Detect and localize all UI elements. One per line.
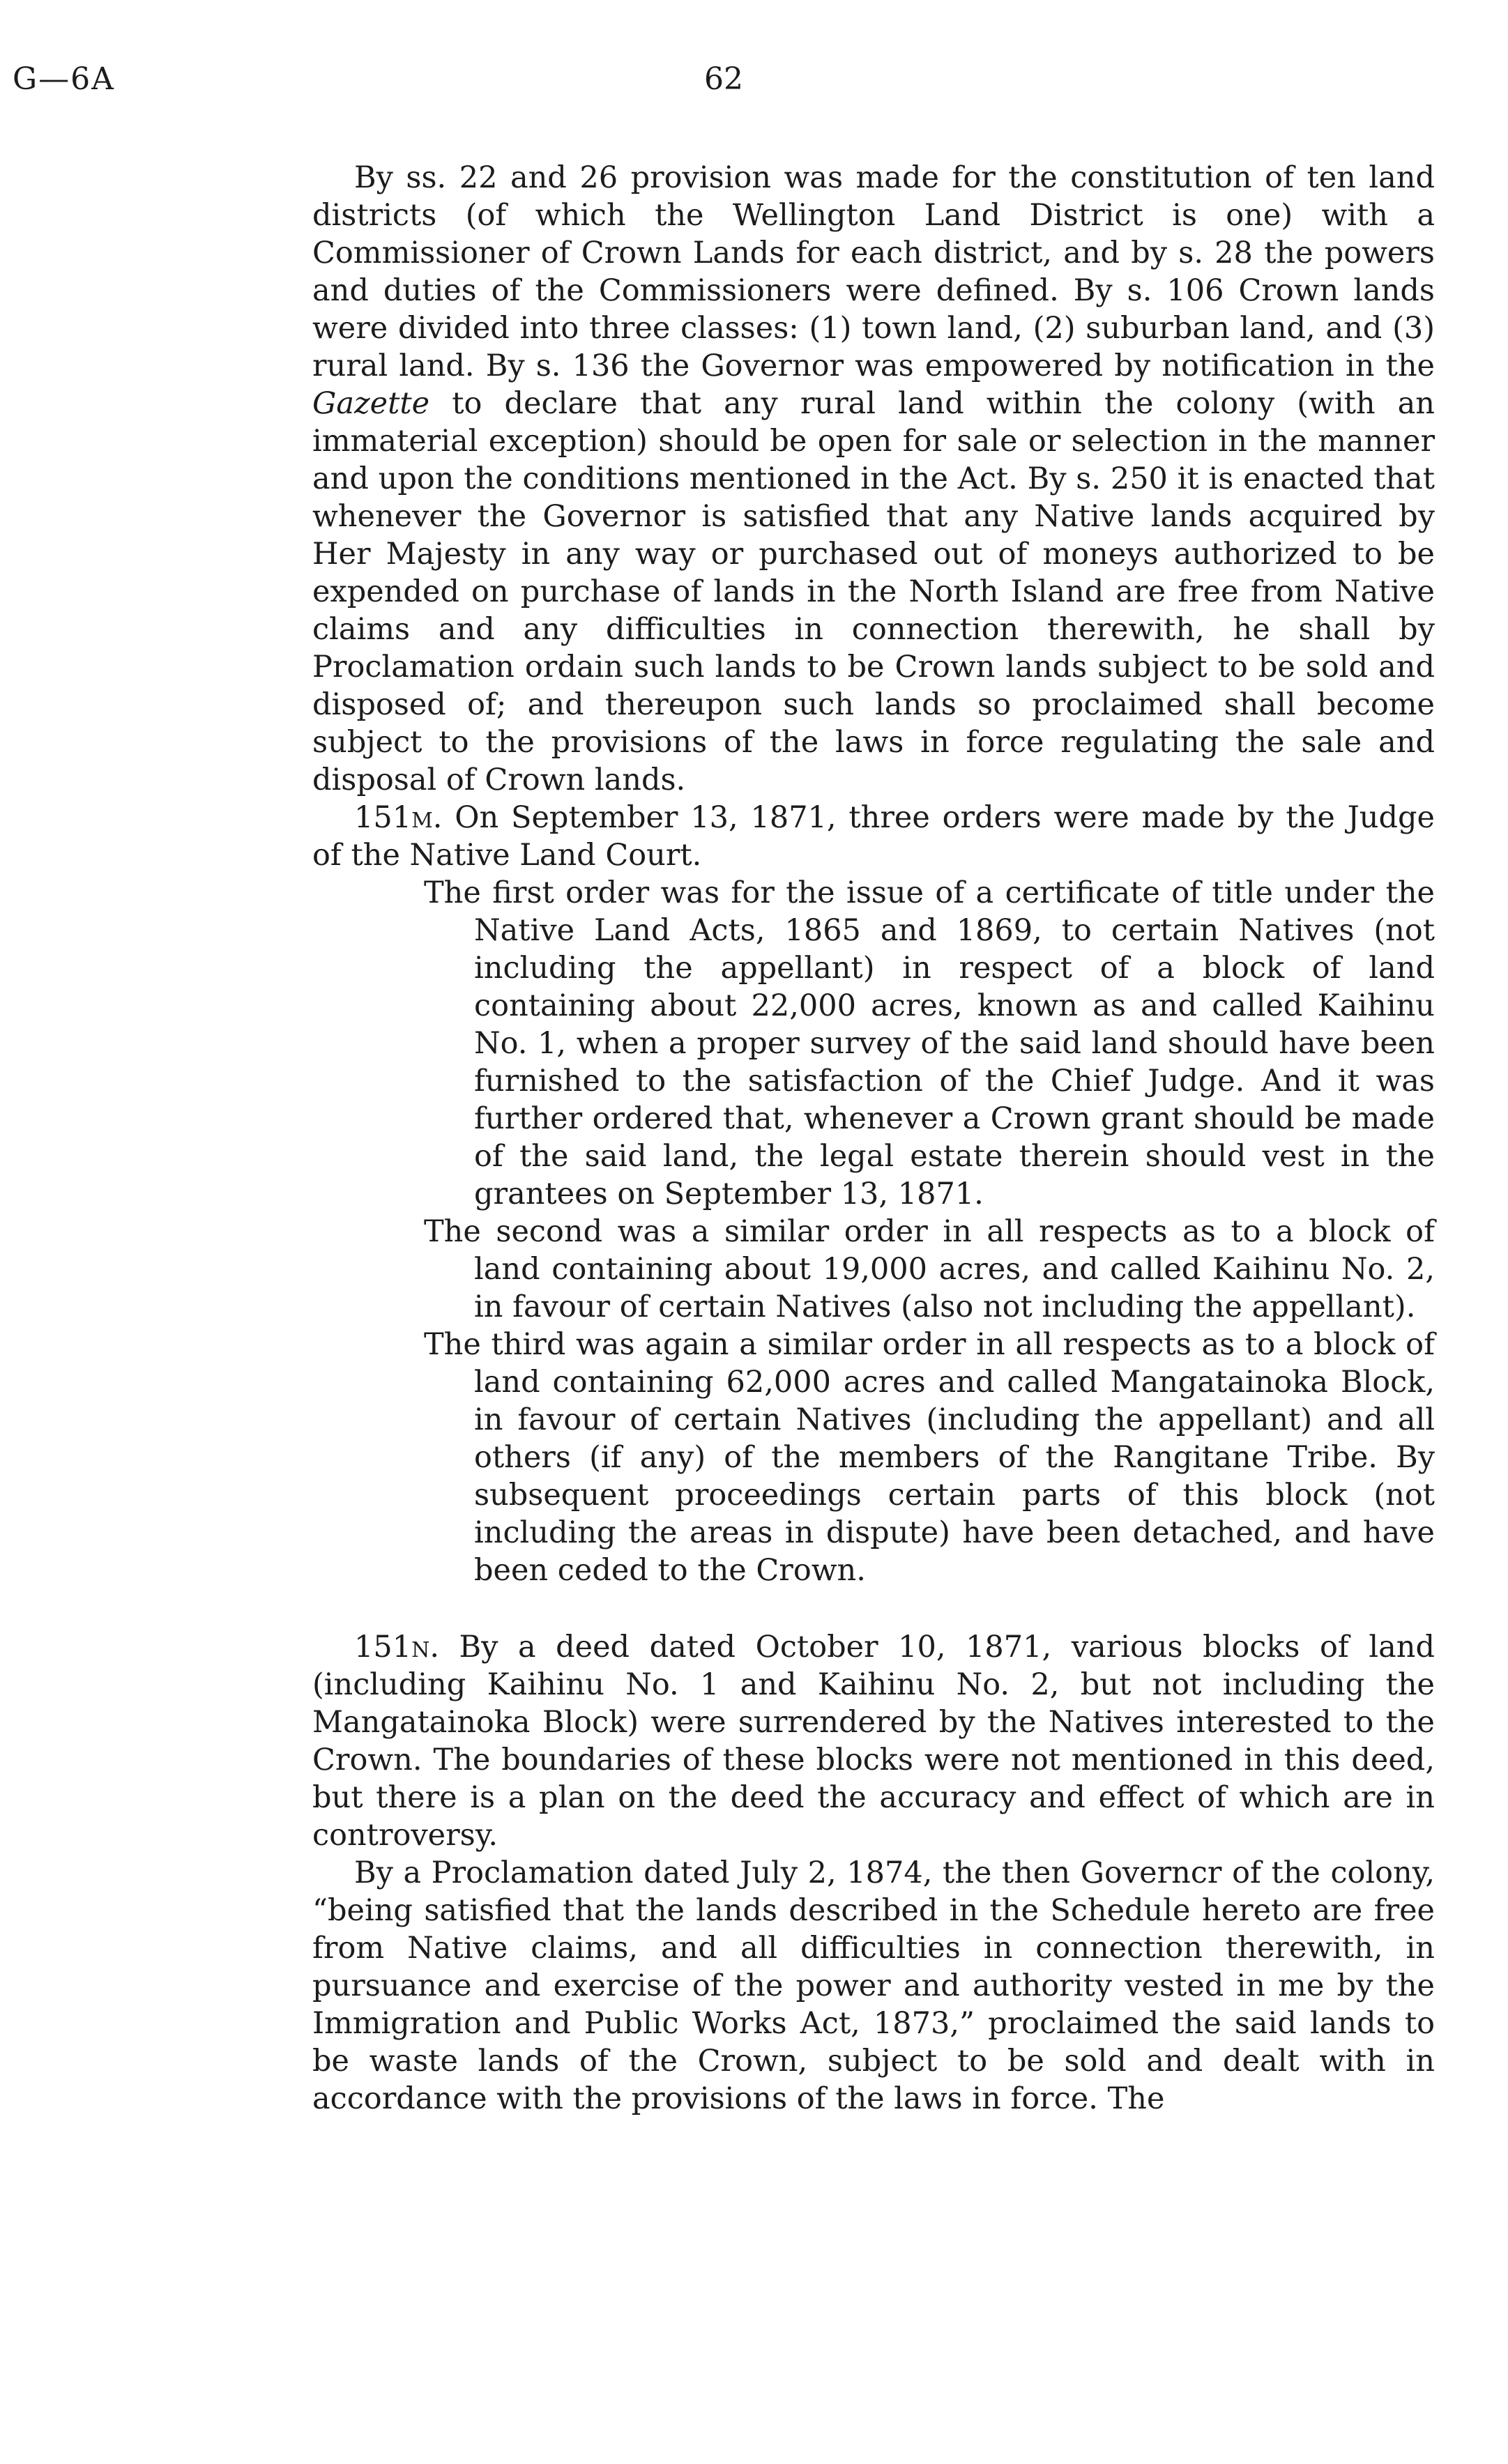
order-item-third: The third was again a similar order in all respects as to a block of land containing 62,000 acres and called Mangatainoka Block, in favour of certain Natives (including the appellant) and all others (if any) of the members of the Rangitane Tribe. By subsequent proceedings certain parts of this block (not including the areas in dispute) have been detached, and have been ceded to the Crown. xyxy=(424,1327,1435,1588)
paragraph-label: 151n. xyxy=(354,1630,439,1665)
paragraph-text: By a deed dated October 10, 1871, various blocks of land (including Kaihinu No. 1 and Kaihinu No. 2, but not including the Mangatainoka Block) were surrendered by the Natives interested to the Crown. The boundaries of these blocks were not mentioned in this deed, but there is a plan on the deed the accuracy and effect of which are in controversy. xyxy=(312,1630,1435,1853)
paragraph-label: 151m. xyxy=(354,800,443,835)
body-text xyxy=(312,159,1435,2118)
gazette-italic: Gazette xyxy=(312,386,430,421)
order-item-second: The second was a similar order in all respects as to a block of land containing about 19,000 acres, and called Kaihinu No. 2, in favour of certain Natives (also not including the appellant). xyxy=(424,1214,1435,1324)
document-code: G—6A xyxy=(13,61,115,97)
orders-list xyxy=(312,874,1435,1589)
intro-paragraph: By ss. 22 and 26 provision was made for the constitution of ten land districts (of which the Wellington Land District is one) with a Commissioner of Crown Lands for each district, and by s. 28 the powers and duties of the Commissioners were defined. By s. 106 Crown lands were divided into three classes: (1) town land, (2) suburban land, and (3) rural land. By s. 136 the Governor was empowered by notification in the Gazette to declare that any rural land within the colony (with an immaterial exception) should be open for sale or selection in the manner and upon the conditions mentioned in the Act. By s. 250 it is enacted that whenever the Governor is satisfied that any Native lands acquired by Her Majesty in any way or purchased out of moneys authorized to be expended on purchase of lands in the North Island are free from Native claims and any difficulties in connection therewith, he shall by Proclamation ordain such lands to be Crown lands subject to be sold and disposed of; and thereupon such lands so proclaimed shall become subject to the provisions of the laws in force regulating the sale and disposal of Crown lands. xyxy=(312,160,1435,797)
final-paragraph: By a Proclamation dated July 2, 1874, the then Governcr of the colony, “being satisfied that the lands described in the Schedule hereto are free from Native claims, and all difficulties in connection therewith, in pursuance and exercise of the power and authority vested in me by the Immigration and Public Works Act, 1873,” proclaimed the said lands to be waste lands of the Crown, subject to be sold and dealt with in accordance with the provisions of the laws in force. The xyxy=(312,1855,1435,2116)
spacer xyxy=(312,1589,1435,1628)
paragraph-text: On September 13, 1871, three orders were made by the Judge of the Native Land Court. xyxy=(312,800,1435,873)
page-number: 62 xyxy=(704,61,743,97)
paragraph-151m xyxy=(312,799,1435,874)
order-item-first: The first order was for the issue of a certificate of title under the Native Land Acts, 1865 and 1869, to certain Natives (not including the appellant) in respect of a block of land containing about 22,000 acres, known as and called Kaihinu No. 1, when a proper survey of the said land should have been furnished to the satisfaction of the Chief Judge. And it was further ordered that, whenever a Crown grant should be made of the said land, the legal estate therein should vest in the grantees on September 13, 1871. xyxy=(424,875,1435,1211)
paragraph-151n xyxy=(312,1628,1435,1854)
